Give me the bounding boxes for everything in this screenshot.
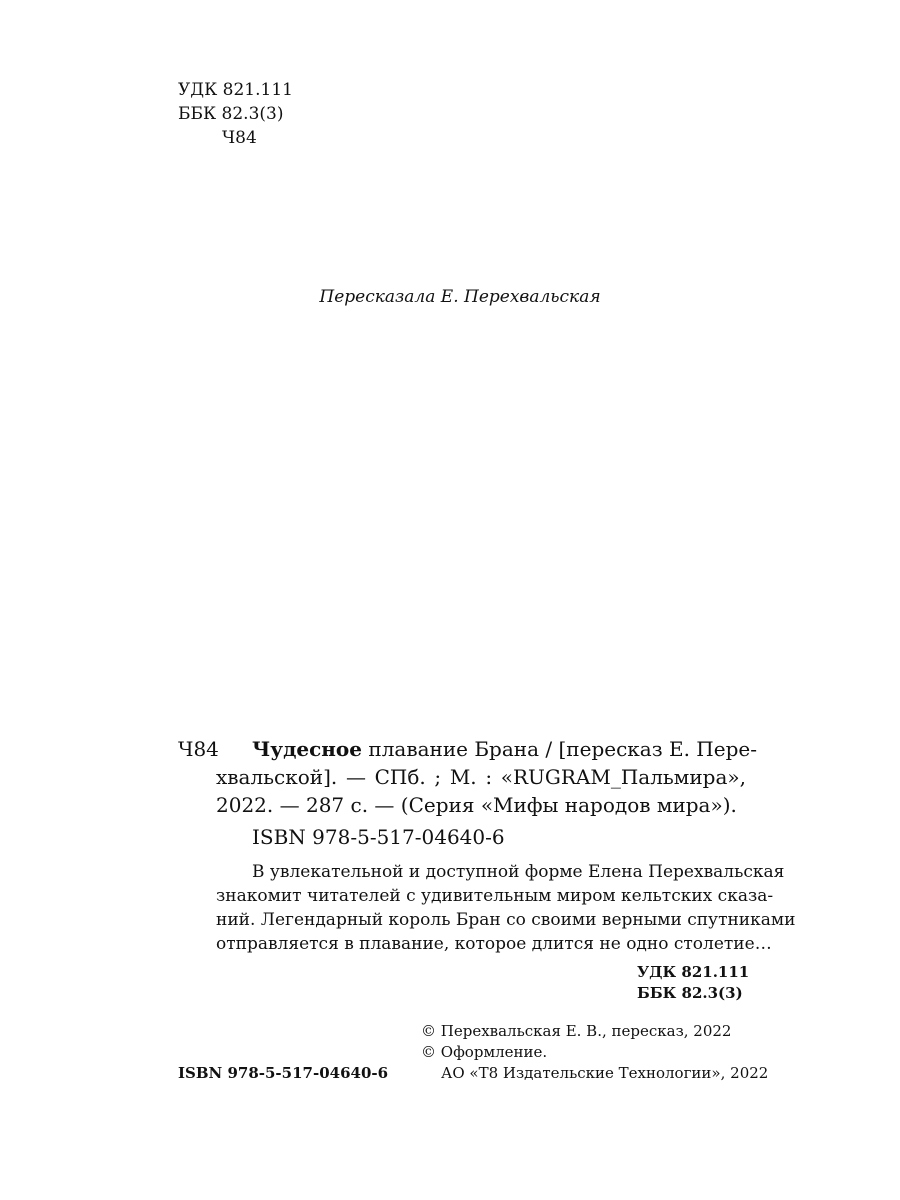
copyright-block xyxy=(421,1021,768,1084)
catalog-author-sign: Ч84 xyxy=(178,737,219,761)
catalog-line-2: хвальской]. — СПб. ; М. : «RUGRAM_Пальмира», xyxy=(216,765,746,789)
footer-classification xyxy=(637,962,749,1004)
catalog-line-1 xyxy=(252,735,757,763)
catalog-line-3: 2022. — 287 с. — (Серия «Мифы народов мира»). xyxy=(216,793,737,817)
copyright-reteller: © Перехвальская Е. В., пересказ, 2022 xyxy=(421,1022,732,1040)
annotation-line-2: знакомит читателей с удивительным миром кельтских сказа- xyxy=(216,886,774,906)
catalog-line-1-rest: плавание Брана / [пересказ Е. Пере- xyxy=(368,737,757,761)
udk-code: УДК 821.111 xyxy=(178,80,293,100)
copyright-publisher: АО «Т8 Издательские Технологии», 2022 xyxy=(441,1064,769,1082)
footer-isbn: ISBN 978-5-517-04640-6 xyxy=(178,1064,389,1082)
catalog-continuation xyxy=(216,763,746,819)
bbk-code: ББК 82.3(3) xyxy=(178,104,284,124)
catalog-entry xyxy=(252,735,757,763)
catalog-isbn: ISBN 978-5-517-04640-6 xyxy=(252,825,505,849)
catalog-title-bold: Чудесное xyxy=(252,737,362,761)
reteller-credit: Пересказала Е. Перехвальская xyxy=(319,287,601,307)
annotation xyxy=(216,860,796,956)
footer-bbk-code: ББК 82.3(3) xyxy=(637,984,743,1002)
copyright-design: © Оформление. xyxy=(421,1043,548,1061)
classification-block xyxy=(178,78,293,150)
footer-udk-code: УДК 821.111 xyxy=(637,963,750,981)
author-sign: Ч84 xyxy=(222,128,257,148)
annotation-line-3: ний. Легендарный король Бран со своими верными спутниками xyxy=(216,910,796,930)
annotation-line-1: В увлекательной и доступной форме Елена Перехвальская xyxy=(252,862,785,882)
annotation-line-4: отправляется в плавание, которое длится не одно столетие… xyxy=(216,934,772,954)
